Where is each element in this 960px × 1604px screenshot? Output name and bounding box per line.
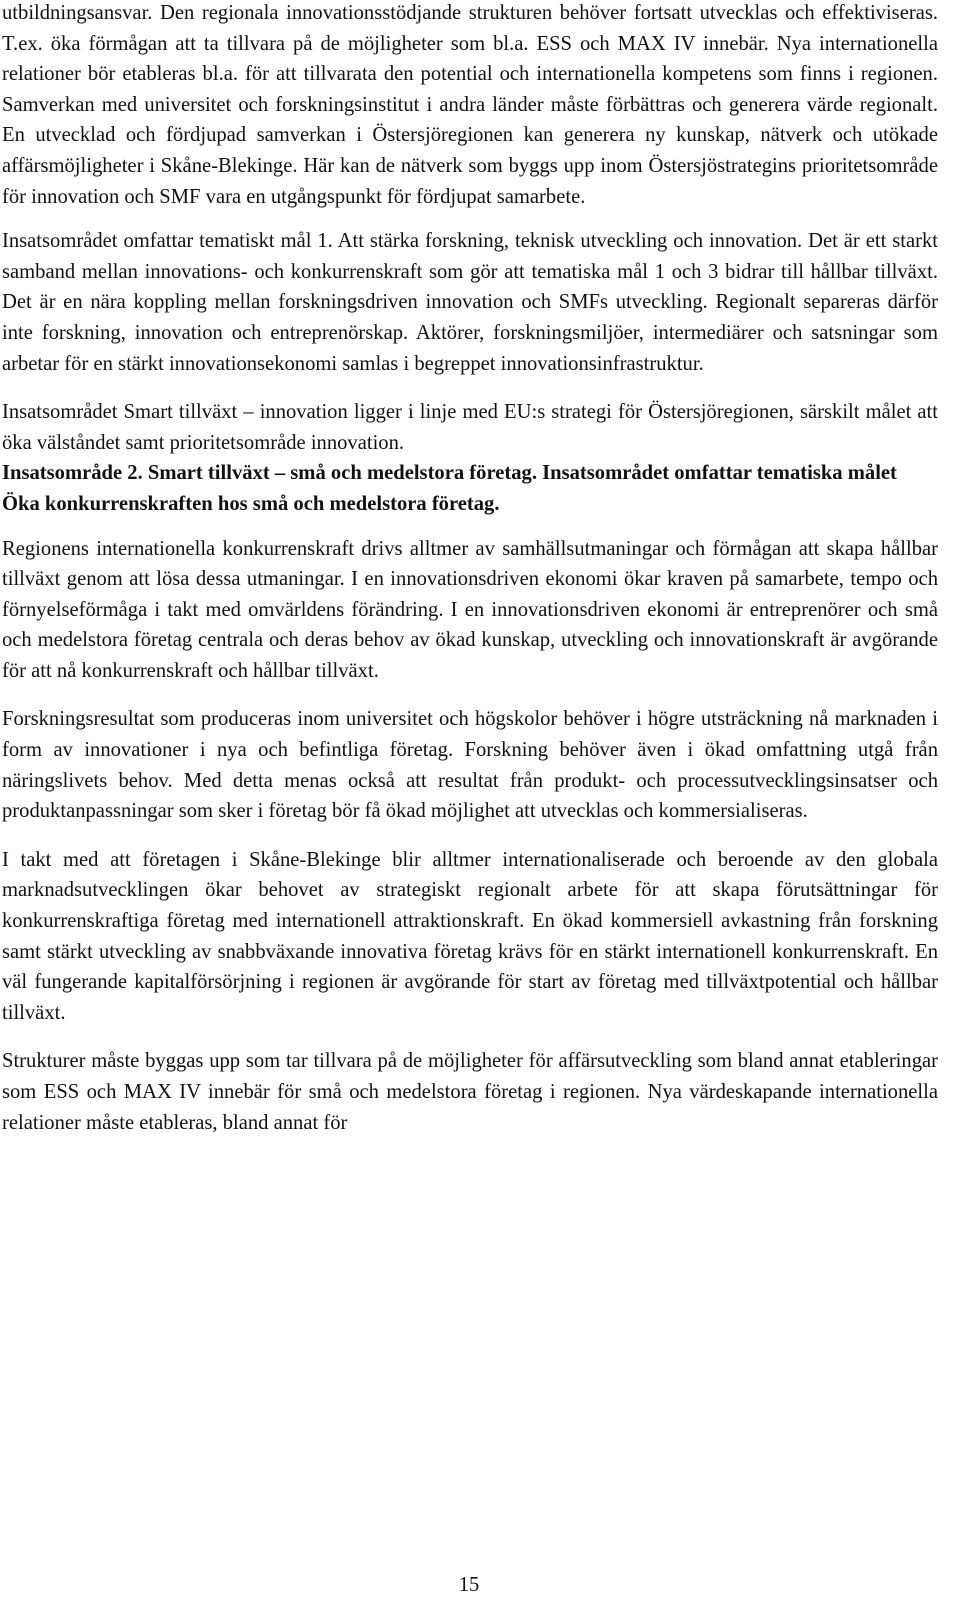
page-number: 15 — [458, 1574, 480, 1596]
section-heading: Insatsområde 2. Smart tillväxt – små och medelstora företag. Insatsområdet omfattar tematiska målet Öka konkurrenskraften hos små och medelstora företag. — [2, 462, 897, 515]
body-paragraph-4: Regionens internationella konkurrenskraft drivs alltmer av samhällsutmaningar och förmågan att skapa hållbar tillväxt genom att lösa dessa utmaningar. I en innovationsdriven ekonomi ökar kraven på samarbete, tempo och förnyelseförmåga i takt med omvärldens förändring. I en innovationsdriven ekonomi är entreprenörer och små och medelstora företag centrala och deras behov av ökad kunskap, utveckling och innovationskraft är avgörande för att nå konkurrenskraft och hållbar tillväxt. — [2, 537, 938, 682]
document-body — [2, 0, 938, 1138]
body-paragraph-5: Forskningsresultat som produceras inom universitet och högskolor behöver i högre utsträckning nå marknaden i form av innovationer i nya och befintliga företag. Forskning behöver även i ökad omfattning utgå från näringslivets behov. Med detta menas också att resultat från produkt- och processutvecklingsinsatser och produktanpassningar som sker i företag bör få ökad möjlighet att utvecklas och kommersialiseras. — [2, 708, 938, 823]
body-paragraph-6: I takt med att företagen i Skåne-Blekinge blir alltmer internationaliserade och beroende av den globala marknadsutvecklingen ökar behovet av strategiskt regionalt arbete för att skapa förutsättningar för konkurrenskraftiga företag med internationell attraktionskraft. En ökad kommersiell avkastning från forskning samt stärkt utveckling av snabbväxande innovativa företag krävs för en stärkt internationell konkurrenskraft. En väl fungerande kapitalförsörjning i regionen är avgörande för start av företag med tillväxtpotential och hållbar tillväxt. — [2, 848, 938, 1024]
body-paragraph-2: Insatsområdet omfattar tematiskt mål 1. Att stärka forskning, teknisk utveckling och innovation. Det är ett starkt samband mellan innovations- och konkurrenskraft som gör att tematiska mål 1 och 3 bidrar till hållbar tillväxt. Det är en nära koppling mellan forskningsdriven innovation och SMFs utveckling. Regionalt separeras därför inte forskning, innovation och entreprenörskap. Aktörer, forskningsmiljöer, intermediärer och satsningar som arbetar för en stärkt innovationsekonomi samlas i begreppet innovationsinfrastruktur. — [2, 230, 938, 375]
body-paragraph-7: Strukturer måste byggas upp som tar tillvara på de möjligheter för affärsutveckling som bland annat etableringar som ESS och MAX IV innebär för små och medelstora företag i regionen. Nya värdeskapande internationella relationer måste etableras, bland annat för — [2, 1050, 938, 1134]
body-paragraph-3: Insatsområdet Smart tillväxt – innovation ligger i linje med EU:s strategi för Östersjöregionen, särskilt målet att öka välståndet samt prioritetsområde innovation. — [2, 401, 938, 454]
body-paragraph-1: utbildningsansvar. Den regionala innovationsstödjande strukturen behöver fortsatt utvecklas och effektiviseras. T.ex. öka förmågan att ta tillvara på de möjligheter som bl.a. ESS och MAX IV innebär. Nya internationella relationer bör etableras bl.a. för att tillvarata den potential och internationella kompetens som finns i regionen. Samverkan med universitet och forskningsinstitut i andra länder måste förbättras och generera värde regionalt. En utvecklad och fördjupad samverkan i Östersjöregionen kan generera ny kunskap, nätverk och utökade affärsmöjligheter i Skåne-Blekinge. Här kan de nätverk som byggs upp inom Östersjöstrategins prioritetsområde för innovation och SMF vara en utgångspunkt för fördjupat samarbete. — [2, 2, 938, 208]
